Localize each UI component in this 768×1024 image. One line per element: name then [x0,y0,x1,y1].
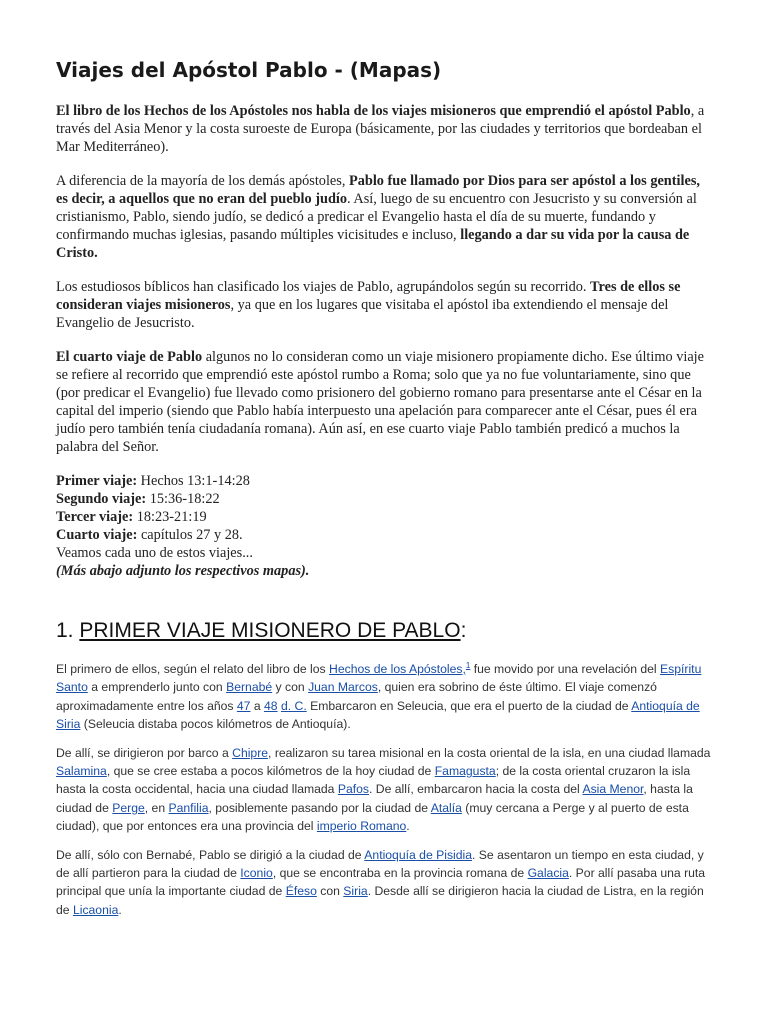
text: (muy cercana a Perge y al puerto de esta ciudad), que por entonces era una provincia del [56,800,689,834]
text: , que se cree estaba a pocos kilómetros de la hoy ciudad de [106,764,435,779]
text: , a través del Asia Menor y la costa suroeste de Europa (básicamente, por las ciudades y territorios que bordeaban el Mar Mediterráneo). [56,103,705,155]
link-siria[interactable]: Siria [343,884,368,899]
link-asia-menor[interactable]: Asia Menor [582,782,644,797]
section-paragraph-3 [56,846,712,920]
reference-line [56,490,712,508]
reference-value: capítulos 27 y 28. [137,527,243,543]
link-efeso[interactable]: Éfeso [285,884,317,899]
intro-paragraph-4 [56,348,712,456]
text: , realizaron su tarea misional en la costa oriental de la isla, en una ciudad llamada [268,745,711,760]
text: algunos no lo consideran como un viaje misionero propiamente dicho. Ese último viaje se refiere al recorrido que emprendió este apóstol rumbo a Roma; solo que ya no fue voluntariamente, sino que (por predicar el Evangelio) fue llevado como prisionero del gobierno romano para presentarse ante el César en la capital del imperio (siendo que Pablo había interpuesto una apelación para comparecer ante el César, pues él era judío pero también tenía ciudadanía romana). Aún así, en ese cuarto viaje Pablo también predicó a muchos la palabra del Señor. [56,349,705,455]
text: . Por allí pasaba una ruta principal que unía la importante ciudad de [56,866,706,899]
footnote-link[interactable]: 1 [465,660,471,670]
text: . [118,902,122,917]
link-espiritu-santo[interactable]: Espíritu Santo [56,662,702,695]
text: De allí, se dirigieron por barco a [56,745,233,760]
maps-note: (Más abajo adjunto los respectivos mapas). [56,563,310,579]
link-comma[interactable]: , [462,662,466,676]
text: . Así, luego de su encuentro con Jesucristo y su conversión al cristianismo, Pablo, siendo judío, se dedicó a predicar el Evangelio hasta el día de su muerte, fundando y confirmando muchas iglesias, pasando múltiples vicisitudes e incluso, [56,191,697,243]
intro-paragraph-1 [56,102,712,156]
link-juan-marcos[interactable]: Juan Marcos [308,680,378,695]
page-title: Viajes del Apóstol Pablo - (Mapas) [56,58,442,82]
link-dc[interactable]: d. C. [280,698,307,713]
reference-label: Tercer viaje: [56,509,134,525]
link-perge[interactable]: Perge [112,800,145,815]
link-antioquia-siria[interactable]: Antioquía de Siria [56,698,700,732]
intro-paragraph-2 [56,172,712,262]
section-number: 1. [56,619,80,642]
reference-label: Segundo viaje: [56,491,147,507]
text: Embarcaron en Seleucia, que era el puerto de la ciudad de [306,698,632,713]
reference-value: Hechos 13:1-14:28 [137,473,250,489]
text: y con [272,680,309,695]
journey-references [56,472,712,580]
text: a emprenderlo junto con [87,680,227,695]
text: , que se encontraba en la provincia romana de [272,866,528,881]
text: , en [144,800,169,815]
link-atalia[interactable]: Atalía [430,800,462,815]
text: fue movido por una revelación del [470,662,661,676]
link-year-47[interactable]: 47 [236,698,251,713]
link-year-48[interactable]: 48 [264,698,278,713]
text: , ya que en los lugares que visitaba el apóstol iba extendiendo el mensaje del Evangelio de Jesucristo. [56,297,669,331]
text: (Seleucia distaba pocos kilómetros de Antioquía). [80,717,351,732]
link-imperio-romano[interactable]: imperio Romano [316,819,407,834]
text: El primero de ellos, según el relato del libro de los [56,662,330,676]
text: . Desde allí se dirigieron hacia la ciudad de Listra, en la región de [56,884,704,917]
bold-text: Tres de ellos se consideran viajes misioneros [56,279,681,313]
text: De allí, sólo con Bernabé, Pablo se dirigió a la ciudad de [56,847,365,862]
reference-line [56,526,712,544]
text: , quien era sobrino de éste último. El viaje comenzó aproximadamente entre los años [56,680,657,713]
text: . [406,819,410,834]
link-pafos[interactable]: Pafos [337,782,370,797]
reference-line [56,508,712,526]
section-title: PRIMER VIAJE MISIONERO DE PABLO [79,619,461,642]
text: , posiblemente pasando por la ciudad de [208,800,431,815]
text: . De allí, embarcaron hacia la costa del [369,782,583,797]
reference-value: 15:36-18:22 [146,491,220,507]
reference-label: Cuarto viaje: [56,527,138,543]
text: con [316,884,344,899]
reference-value: 18:23-21:19 [133,509,207,525]
bold-text: llegando a dar su vida por la causa de Cristo. [56,227,690,261]
link-hechos[interactable]: Hechos de los Apóstoles [329,662,463,676]
link-licaonia[interactable]: Licaonia [72,902,119,917]
text: . Se asentaron un tiempo en esta ciudad, y de allí partieron para la ciudad de [56,847,704,881]
text: , hasta la ciudad de [56,782,693,815]
section-paragraph-2 [56,744,712,836]
intro-paragraph-3 [56,278,712,332]
reference-line [56,472,712,490]
bold-text: Pablo fue llamado por Dios para ser apóstol a los gentiles, es decir, a aquellos que no eran del pueblo judío [56,173,700,207]
link-galacia[interactable]: Galacia [527,866,569,881]
link-chipre[interactable]: Chipre [232,745,269,760]
section-heading [56,618,712,644]
text: Los estudiosos bíblicos han clasificado los viajes de Pablo, agrupándolos según su recorrido. [56,279,591,295]
link-salamina[interactable]: Salamina [56,764,107,779]
reference-label: Primer viaje: [56,473,138,489]
section-colon: : [460,619,467,642]
text: a [250,698,265,713]
section-paragraph-1 [56,660,712,734]
references-tail: Veamos cada uno de estos viajes... [56,545,253,561]
text: A diferencia de la mayoría de los demás apóstoles, [56,173,349,189]
link-iconio[interactable]: Iconio [240,866,273,881]
link-famagusta[interactable]: Famagusta [434,764,496,779]
bold-text: El cuarto viaje de Pablo [56,349,203,365]
link-antioquia-pisidia[interactable]: Antioquía de Pisidia [364,847,473,862]
link-panfilia[interactable]: Panfilia [168,800,209,815]
bold-text: El libro de los Hechos de los Apóstoles nos habla de los viajes misioneros que emprendió el apóstol Pablo [56,103,691,119]
text: ; de la costa oriental cruzaron la isla hasta la costa occidental, hacia una ciudad llamada [56,764,691,797]
link-bernabe[interactable]: Bernabé [226,680,273,695]
